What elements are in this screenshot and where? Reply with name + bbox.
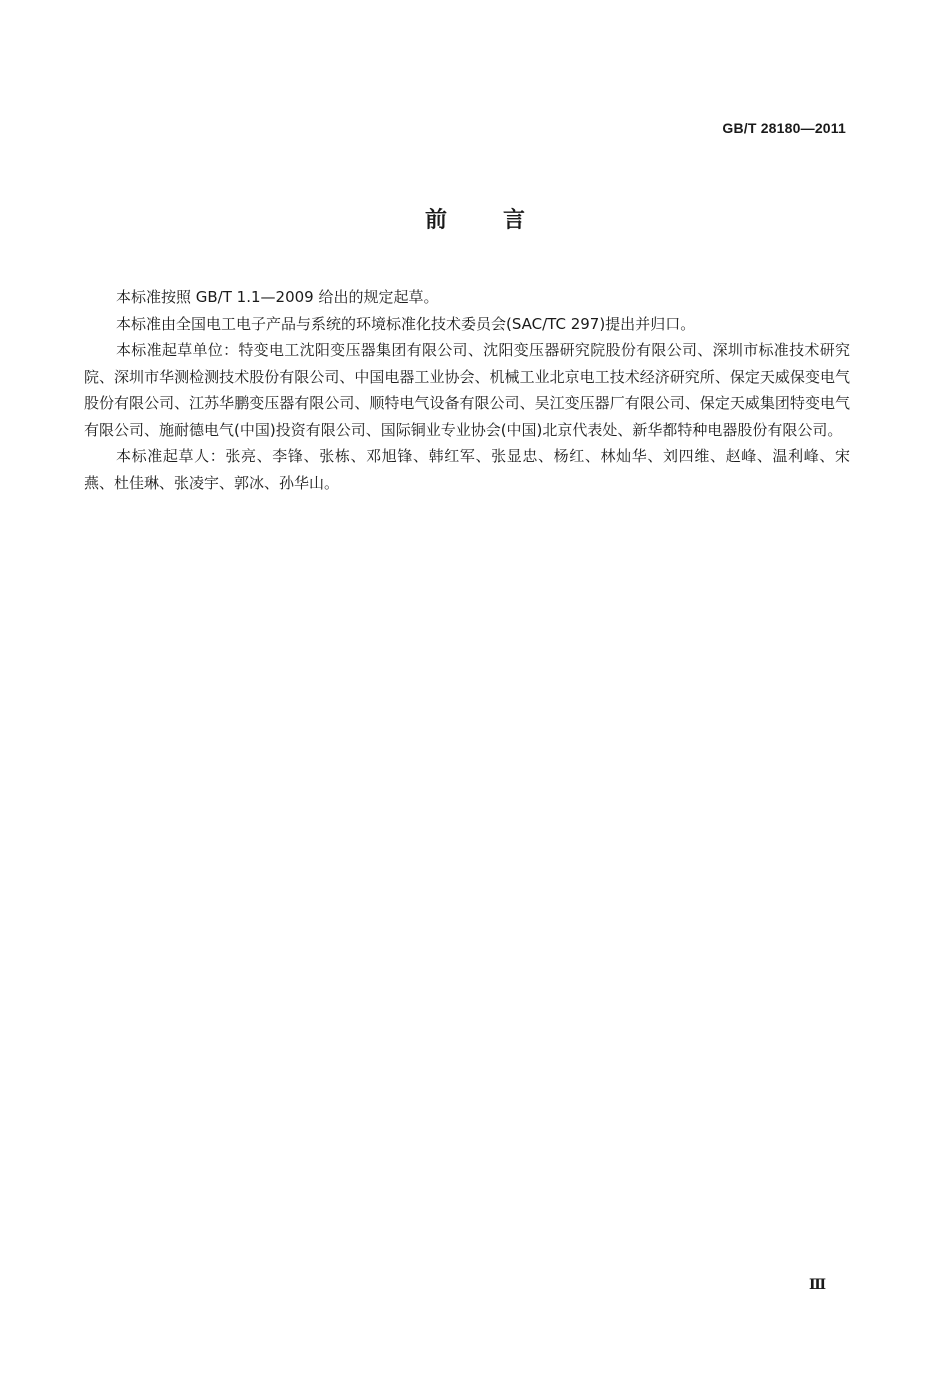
foreword-body <box>84 284 850 496</box>
page-title <box>0 206 950 236</box>
paragraph-drafting-rules: 本标准按照 GB/T 1.1—2009 给出的规定起草。 <box>116 288 439 306</box>
page-number: Ⅲ <box>808 1278 826 1293</box>
title-char-2: 言 <box>503 208 526 233</box>
paragraph-drafters: 本标准起草人：张亮、李锋、张栋、邓旭锋、韩红军、张显忠、杨红、林灿华、刘四维、赵峰、温利峰、宋燕、杜佳琳、张凌宇、郭冰、孙华山。 <box>84 447 850 492</box>
paragraph-drafting-units: 本标准起草单位：特变电工沈阳变压器集团有限公司、沈阳变压器研究院股份有限公司、深圳市标准技术研究院、深圳市华测检测技术股份有限公司、中国电器工业协会、机械工业北京电工技术经济研究所、保定天威保变电气股份有限公司、江苏华鹏变压器有限公司、顺特电气设备有限公司、吴江变压器厂有限公司、保定天威集团特变电气有限公司、施耐德电气(中国)投资有限公司、国际铜业专业协会(中国)北京代表处、新华都特种电器股份有限公司。 <box>84 341 850 439</box>
paragraph-proposer: 本标准由全国电工电子产品与系统的环境标准化技术委员会(SAC/TC 297)提出并归口。 <box>116 314 696 333</box>
title-char-1: 前 <box>424 208 447 233</box>
standard-code: GB/T 28180—2011 <box>722 120 846 136</box>
